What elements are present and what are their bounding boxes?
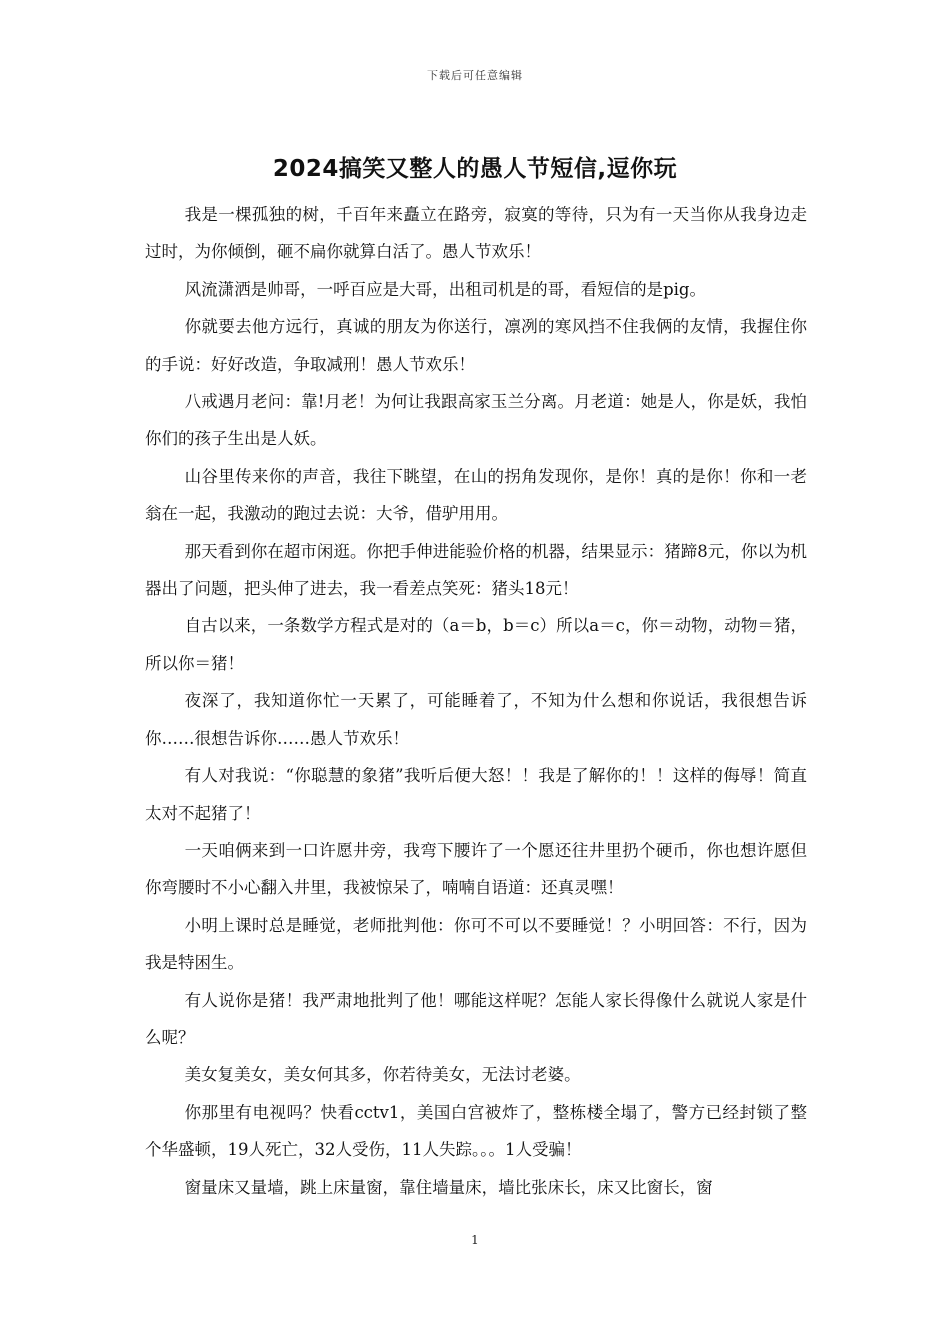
document-title: 2024搞笑又整人的愚人节短信,逗你玩: [272, 156, 678, 182]
paragraph: 小明上课时总是睡觉，老师批判他：你可不可以不要睡觉！？小明回答：不行，因为我是特困生。: [145, 915, 807, 973]
paragraph: 夜深了，我知道你忙一天累了，可能睡着了，不知为什么想和你说话，我很想告诉你……很想告诉你……愚人节欢乐！: [145, 691, 807, 748]
paragraph: 一天咱俩来到一口许愿井旁，我弯下腰许了一个愿还往井里扔个硬币，你也想许愿但你弯腰时不小心翻入井里，我被惊呆了，喃喃自语道：还真灵嘿！: [145, 840, 807, 898]
page-number: 1: [471, 1233, 479, 1247]
paragraph: 有人说你是猪！我严肃地批判了他！哪能这样呢？怎能人家长得像什么就说人家是什么呢？: [145, 990, 807, 1047]
paragraph: 八戒遇月老问：靠!月老！为何让我跟高家玉兰分离。月老道：她是人，你是妖，我怕你们的孩子生出是人妖。: [145, 392, 807, 449]
paragraph: 我是一棵孤独的树，千百年来矗立在路旁，寂寞的等待，只为有一天当你从我身边走过时，为你倾倒，砸不扁你就算白活了。愚人节欢乐！: [145, 205, 807, 262]
paragraph: 你就要去他方远行，真诚的朋友为你送行，凛冽的寒风挡不住我俩的友情，我握住你的手说：好好改造，争取减刑！愚人节欢乐！: [145, 317, 807, 374]
paragraph: 窗量床又量墙，跳上床量窗，靠住墙量床，墙比张床长，床又比窗长，窗: [184, 1177, 713, 1197]
document-body: [145, 196, 807, 1206]
paragraph: 美女复美女，美女何其多，你若待美女，无法讨老婆。: [184, 1065, 581, 1085]
paragraph: 山谷里传来你的声音，我往下眺望，在山的拐角发现你，是你！真的是你！你和一老翁在一起，我激动的跑过去说：大爷，借驴用用。: [145, 466, 807, 524]
paragraph: 自古以来，一条数学方程式是对的（a＝b，b＝c）所以a＝c，你＝动物，动物＝猪，所以你＝猪！: [145, 616, 807, 673]
page-header-note: 下载后可任意编辑: [427, 69, 523, 82]
paragraph: 风流潇洒是帅哥，一呼百应是大哥，出租司机是的哥，看短信的是pig。: [184, 279, 706, 299]
paragraph: 你那里有电视吗？快看cctv1，美国白宫被炸了，整栋楼全塌了，警方已经封锁了整个华盛顿，19人死亡，32人受伤，11人失踪。。。1人受骗！: [145, 1102, 807, 1160]
paragraph: 有人对我说：“你聪慧的象猪”我听后便大怒！！我是了解你的！！这样的侮辱！简直太对不起猪了！: [145, 766, 807, 823]
paragraph: 那天看到你在超市闲逛。你把手伸进能验价格的机器，结果显示：猪蹄8元，你以为机器出了问题，把头伸了进去，我一看差点笑死：猪头18元！: [145, 541, 807, 599]
